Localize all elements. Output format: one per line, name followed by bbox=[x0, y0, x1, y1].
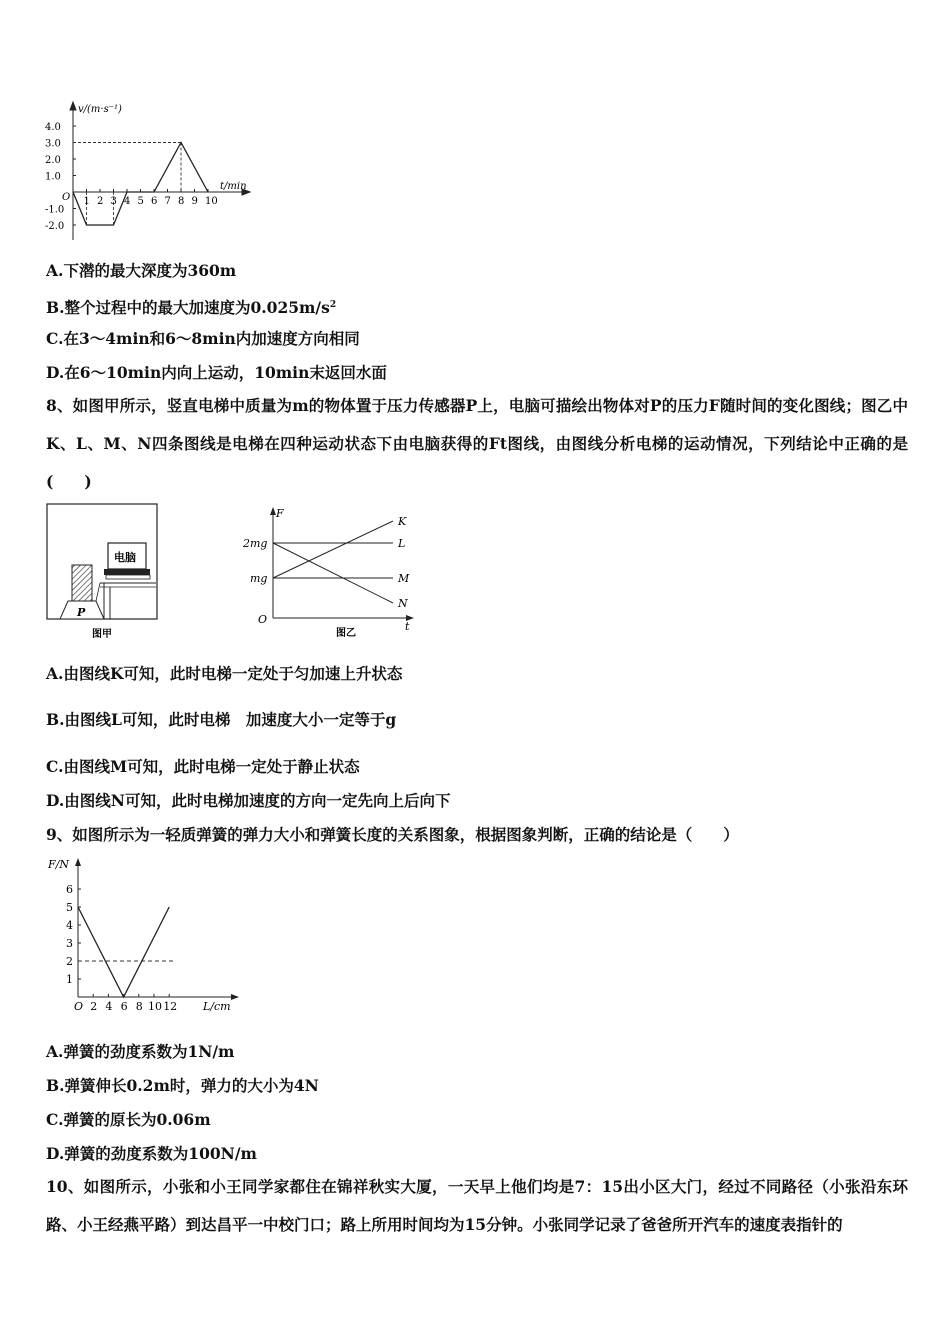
y-tick-label: 3 bbox=[66, 937, 73, 950]
x-tick-label: 4 bbox=[105, 1000, 113, 1013]
q9-option-d: D.弹簧的劲度系数为100N/m bbox=[46, 1144, 257, 1163]
q7-option-d: D.在6～10min内向上运动，10min末返回水面 bbox=[46, 363, 387, 382]
q9-option-c: C.弹簧的原长为0.06m bbox=[46, 1110, 211, 1129]
y-tick-label: 4 bbox=[66, 919, 73, 932]
figure-b-caption: 图乙 bbox=[336, 628, 356, 639]
q9-option-b: B.弹簧伸长0.2m时，弹力的大小为4N bbox=[46, 1076, 319, 1095]
q9-option-a: A.弹簧的劲度系数为1N/m bbox=[46, 1042, 235, 1061]
velocity-time-graph bbox=[40, 96, 270, 246]
line-n bbox=[273, 543, 393, 603]
x-tick-label: 10 bbox=[205, 196, 218, 207]
y-tick-label: 6 bbox=[66, 883, 73, 896]
q9-stem: 9、如图所示为一轻质弹簧的弹力大小和弹簧长度的关系图象，根据图象判断，正确的结论是（ ） bbox=[46, 825, 739, 844]
q10-stem: 10、如图所示，小张和小王同学家都住在锦祥秋实大厦，一天早上他们均是7：15出小区大门，经过不同路径（小张沿东环路、小王经燕平路）到达昌平一中校门口；路上所用时间均为15分钟。小张同学记录了爸爸所开汽车的速度表指针的 bbox=[46, 1177, 908, 1234]
figure-a-caption: 图甲 bbox=[92, 629, 112, 640]
x-axis-label: t/min bbox=[220, 181, 247, 192]
q8-option-a: A.由图线K可知，此时电梯一定处于匀加速上升状态 bbox=[46, 664, 403, 683]
y-axis-label: F bbox=[276, 507, 284, 520]
figure-a-elevator bbox=[46, 503, 164, 643]
velocity-line bbox=[73, 143, 208, 226]
x-tick-label: 8 bbox=[178, 196, 185, 207]
x-tick-label: 3 bbox=[110, 196, 117, 207]
q8-option-b: B.由图线L可知，此时电梯 加速度大小一定等于g bbox=[46, 710, 397, 729]
q8-option-d: D.由图线N可知，此时电梯加速度的方向一定先向上后向下 bbox=[46, 791, 451, 810]
x-axis-label: L/cm bbox=[203, 1000, 231, 1013]
label-m: M bbox=[398, 572, 410, 585]
tick-2mg: 2mg bbox=[243, 537, 268, 550]
origin-label: O bbox=[258, 613, 268, 626]
x-tick-label: 10 bbox=[148, 1000, 162, 1013]
y-tick-label: 2.0 bbox=[45, 155, 61, 166]
label-n: N bbox=[398, 597, 408, 610]
mass-block bbox=[72, 565, 92, 601]
q7-option-a: A.下潜的最大深度为360m bbox=[46, 261, 237, 280]
origin-label: O bbox=[62, 192, 71, 203]
x-tick-label: 9 bbox=[191, 196, 198, 207]
line-k bbox=[273, 521, 393, 578]
computer-label: 电脑 bbox=[114, 551, 136, 564]
x-axis-label: t bbox=[405, 620, 410, 633]
q8-option-c: C.由图线M可知，此时电梯一定处于静止状态 bbox=[46, 757, 360, 776]
y-tick-label: 2 bbox=[66, 955, 73, 968]
y-tick-label: 1 bbox=[66, 973, 73, 986]
q7-option-c: C.在3～4min和6～8min内加速度方向相同 bbox=[46, 329, 360, 348]
x-tick-label: 6 bbox=[151, 196, 158, 207]
x-tick-label: 2 bbox=[97, 196, 104, 207]
spring-force-graph bbox=[46, 854, 246, 1016]
sensor-label: P bbox=[77, 606, 86, 619]
y-tick-label: -1.0 bbox=[45, 204, 65, 216]
x-tick-label: 5 bbox=[137, 196, 144, 207]
label-l: L bbox=[398, 537, 406, 550]
y-tick-label: 3.0 bbox=[45, 138, 61, 150]
x-tick-label: 8 bbox=[135, 1000, 143, 1013]
q7-option-b: B.整个过程中的最大加速度为$0.025m/s^2$ bbox=[46, 298, 337, 318]
x-tick-label: 12 bbox=[163, 1000, 178, 1013]
y-axis-arrow bbox=[70, 102, 76, 110]
origin-label: O bbox=[74, 1000, 84, 1013]
x-tick-label: 2 bbox=[90, 1000, 98, 1013]
y-axis-label: F/N bbox=[48, 858, 69, 871]
x-tick-label: 1 bbox=[83, 196, 90, 207]
spring-force-line bbox=[78, 907, 169, 997]
tick-mg: mg bbox=[250, 572, 268, 585]
q8-stem: 8、如图甲所示，竖直电梯中质量为m的物体置于压力传感器P上，电脑可描绘出物体对P的压力F随时间的变化图线；图乙中K、L、M、N四条图线是电梯在四种运动状态下由电脑获得的Ft图线，由图线分析电梯的运动情况，下列结论中正确的是( ) bbox=[46, 396, 908, 491]
x-tick-label: 4 bbox=[124, 196, 131, 207]
x-tick-label: 6 bbox=[120, 1000, 128, 1013]
y-tick-label: -2.0 bbox=[45, 221, 65, 232]
y-tick-label: 4.0 bbox=[45, 122, 61, 133]
y-tick-label: 5 bbox=[66, 901, 73, 914]
x-tick-label: 7 bbox=[164, 196, 171, 207]
computer-base bbox=[104, 569, 150, 575]
y-axis-label: v/(m·s⁻¹) bbox=[78, 104, 122, 115]
label-k: K bbox=[398, 515, 407, 528]
y-tick-label: 1.0 bbox=[45, 171, 61, 183]
figure-b-force-time bbox=[238, 503, 418, 643]
